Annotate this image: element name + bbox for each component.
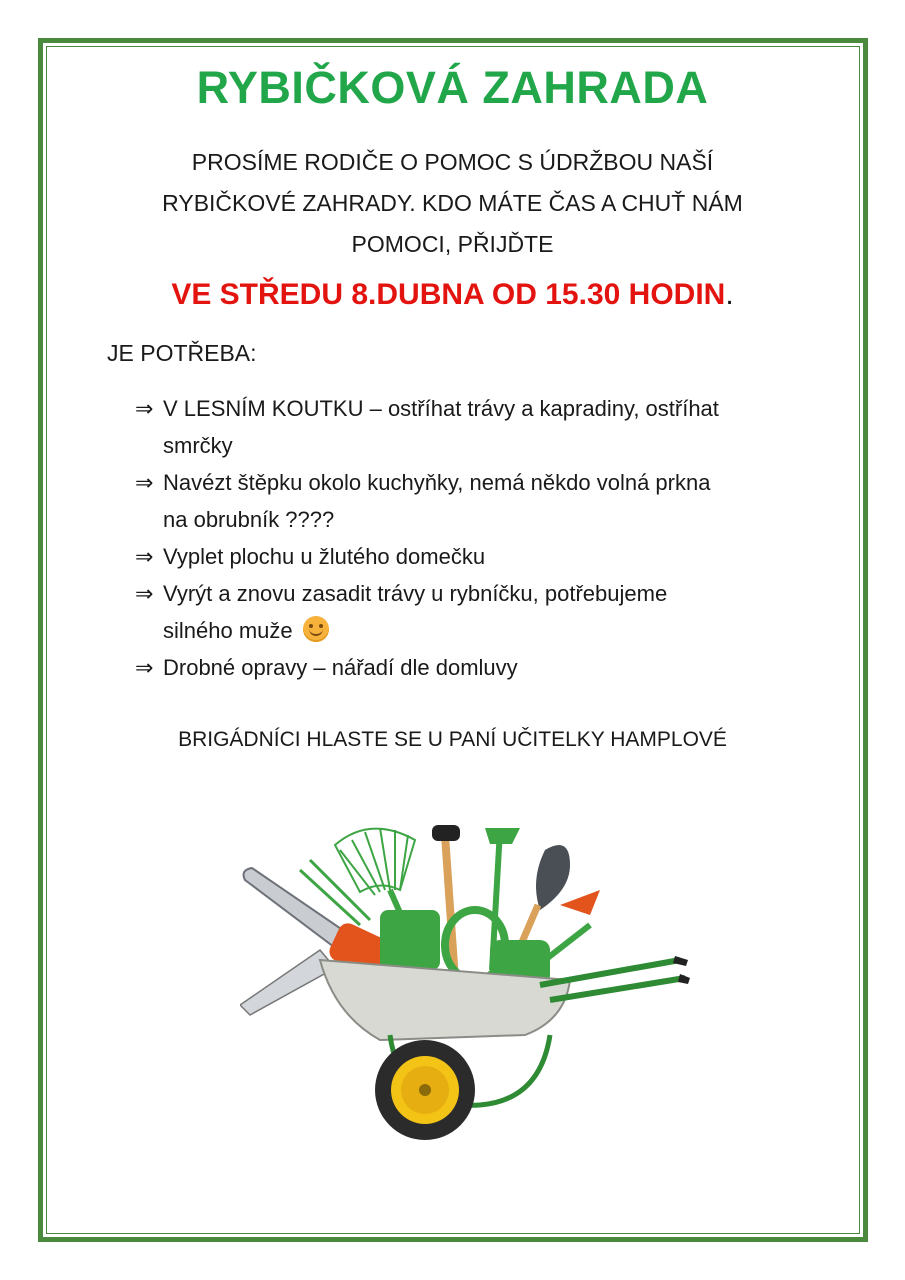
date-announcement	[0, 278, 905, 312]
arrow-icon: ⇒	[135, 470, 154, 495]
date-text: VE STŘEDU 8.DUBNA OD 15.30 HODIN	[171, 278, 726, 311]
task-text: Vyrýt a znovu zasadit trávy u rybníčku, potřebujeme	[163, 581, 668, 606]
task-text-continued	[163, 612, 795, 649]
intro-text	[100, 142, 805, 265]
pruners	[560, 890, 600, 915]
list-item	[135, 575, 795, 649]
task-text: Navézt štěpku okolo kuchyňky, nemá někdo volná prkna	[163, 470, 711, 495]
task-text: Vyplet plochu u žlutého domečku	[163, 544, 486, 569]
arrow-icon: ⇒	[135, 581, 154, 606]
arrow-icon: ⇒	[135, 544, 154, 569]
task-text-end: silného muže	[163, 618, 293, 643]
wheelbarrow-wheel	[375, 1040, 475, 1140]
footer-note: BRIGÁDNÍCI HLASTE SE U PANÍ UČITELKY HAMPLOVÉ	[178, 728, 727, 751]
arrow-icon: ⇒	[135, 655, 154, 680]
task-text-continued: na obrubník ????	[163, 507, 335, 532]
intro-line-1: PROSÍME RODIČE O POMOC S ÚDRŽBOU NAŠÍ	[191, 149, 714, 175]
task-text: V LESNÍM KOUTKU – ostříhat trávy a kapradiny, ostříhat	[163, 396, 719, 421]
list-item	[135, 390, 795, 464]
page-title: RYBIČKOVÁ ZAHRADA	[196, 62, 709, 113]
list-item	[135, 464, 795, 538]
arrow-icon: ⇒	[135, 396, 154, 421]
list-item	[135, 649, 795, 686]
list-item	[135, 538, 795, 575]
needs-heading: JE POTŘEBA:	[107, 340, 257, 366]
intro-line-3: POMOCI, PŘIJĎTE	[351, 231, 554, 257]
date-period: .	[725, 278, 734, 311]
wheelbarrow-illustration	[240, 820, 690, 1150]
task-text-continued: smrčky	[163, 433, 233, 458]
task-list	[135, 390, 795, 686]
green-bucket	[380, 910, 440, 970]
smiling-face-icon	[303, 616, 329, 642]
intro-line-2: RYBIČKOVÉ ZAHRADY. KDO MÁTE ČAS A CHUŤ NÁM	[162, 190, 743, 216]
task-text: Drobné opravy – nářadí dle domluvy	[163, 655, 518, 680]
